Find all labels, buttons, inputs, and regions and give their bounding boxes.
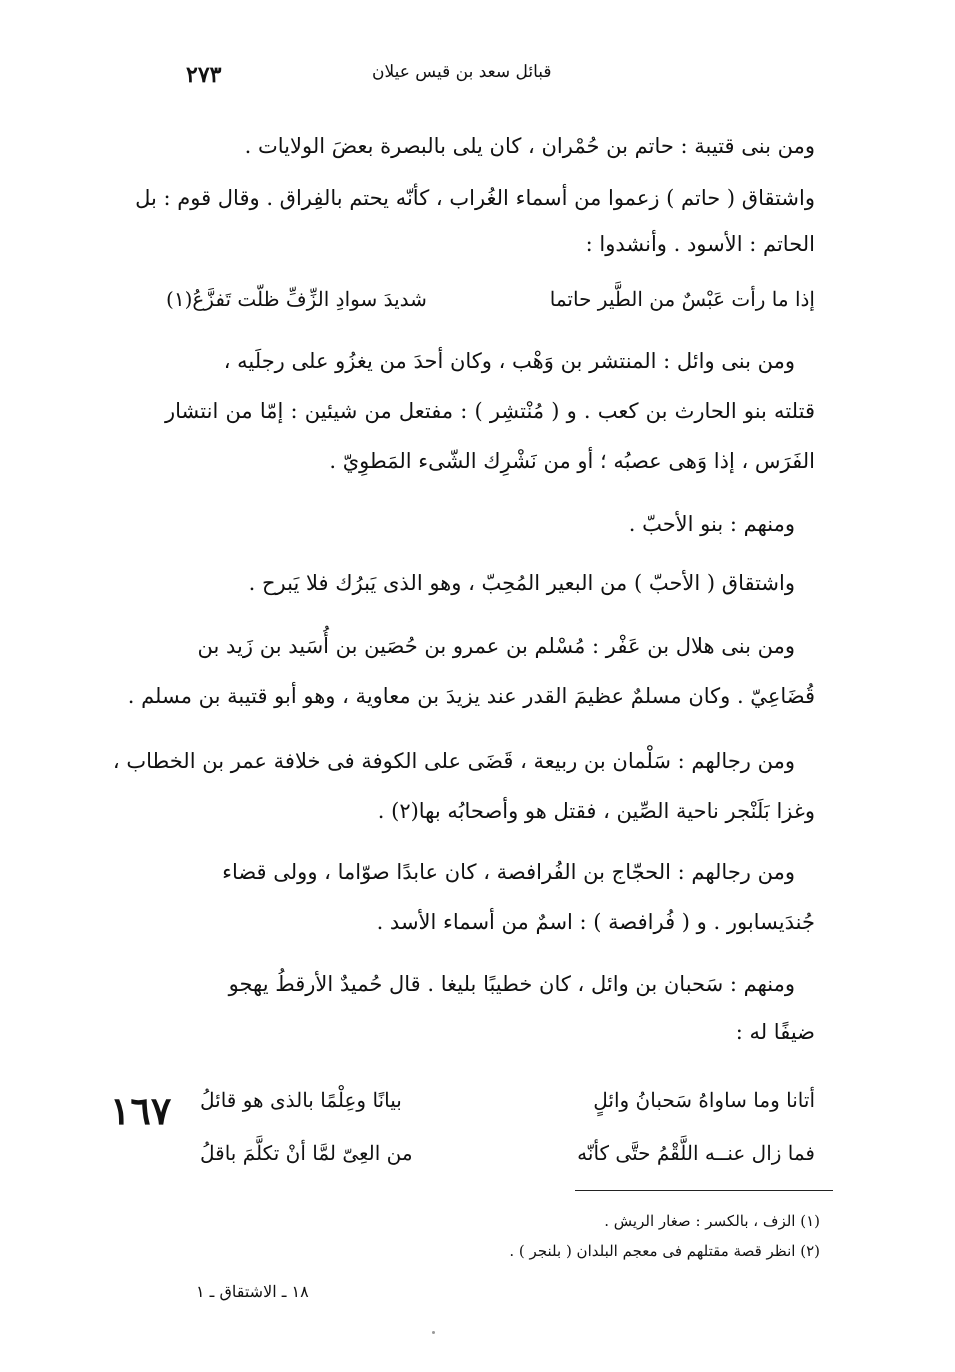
text-line: واشتقاق ( الأحبّ ) من البعير المُحِبّ ، وهو الذى يَبرُك فلا يَبرح . [248, 571, 795, 595]
text-line: ضيفًا له : [735, 1020, 815, 1044]
footnote: (٢) انظر قصة مقتلهم فى معجم البلدان ( بلنجر ) . [509, 1242, 820, 1260]
signature-line: ١٨ ـ الاشتقاق ـ ١ [196, 1282, 309, 1301]
margin-number: ١٦٧ [110, 1088, 172, 1133]
verse-hemistich-second: بيانًا وعِلْمًا بالذى هو قائلُ [200, 1088, 402, 1112]
text-line: جُندَيسابور . و ( فُرافصة ) : اسمٌ من أسماء الأسد . [376, 910, 815, 934]
text-line: واشتقاق ( حاتم ) زعموا من أسماء الغُراب ، كأنّه يحتم بالفِراق . وقال قوم : بل [135, 186, 815, 210]
text-line: ومن بنى وائل : المنتشر بن وَهْب ، وكان أحدَ من يغزُو على رجلَيه ، [223, 349, 795, 373]
text-line: ومن رجالهم : الحجّاج بن الفُرافصة ، كان عابدًا صوّاما ، وولى قضاء [222, 860, 795, 884]
verse-hemistich-second: شديدَ سوادِ الزِّفِّ ظلّت تَفزَّعُ(١) [166, 287, 427, 311]
speck [432, 1331, 435, 1334]
running-title: قبائل سعد بن قيس عيلان [372, 62, 552, 82]
text-line: قُضَاعِيّ . وكان مسلمٌ عظيمَ القدر عند يزيدَ بن معاوية ، وهو أبو قتيبة بن مسلم . [127, 684, 815, 708]
verse-hemistich-first: أتانا وما ساواهُ سَحبانُ وائلٍ [593, 1088, 815, 1112]
footnote-divider [575, 1190, 833, 1191]
text-line: ومنهم : سَحبان بن وائل ، كان خطيبًا بليغا . قال حُميدٌ الأرقطُ يهجو [228, 972, 795, 996]
text-line: ومن بنى قتيبة : حاتم بن حُمْران ، كان يلى بالبصرة بعضَ الولايات . [244, 134, 815, 158]
text-line: الحاتم : الأسود . وأنشدوا : [585, 232, 815, 256]
text-line: قتلته بنو الحارث بن كعب . و ( مُنْتشِر ) : مفتعل من شيئين : إمّا من انتشار [165, 399, 815, 423]
text-line: وغزا بَلَنْجر ناحية الصِّين ، فقتل هو وأصحابُه بها(٢) . [377, 799, 815, 823]
page-number: ٢٧٣ [186, 62, 222, 88]
text-line: ومنهم : بنو الأحبّ . [628, 512, 795, 536]
text-line: ومن رجالهم : سَلْمان بن ربيعة ، قَضَى على الكوفة فى خلافة عمر بن الخطاب ، [112, 749, 795, 773]
text-line: ومن بنى هلال بن عَفْر : مُسْلم بن عمرو بن حُصَين بن أُسَيد بن زَيد بن [197, 634, 795, 658]
text-line: الفَرَس ، إذا وَهى عصبُه ؛ أو من نَشْرِك الشّىء المَطوِيّ . [329, 449, 815, 473]
verse-hemistich-first: فما زال عنــه اللَّقْمُ حتَّى كأنّه [577, 1141, 815, 1165]
verse-hemistich-second: من العِىّ لمَّا أنْ تكلَّمَ باقلُ [200, 1141, 413, 1165]
footnote: (١) الزف ، بالكسر : صغار الريش . [604, 1212, 820, 1230]
verse-hemistich-first: إذا ما رأت عَبْسٌ من الطَّير حاتما [549, 287, 815, 311]
